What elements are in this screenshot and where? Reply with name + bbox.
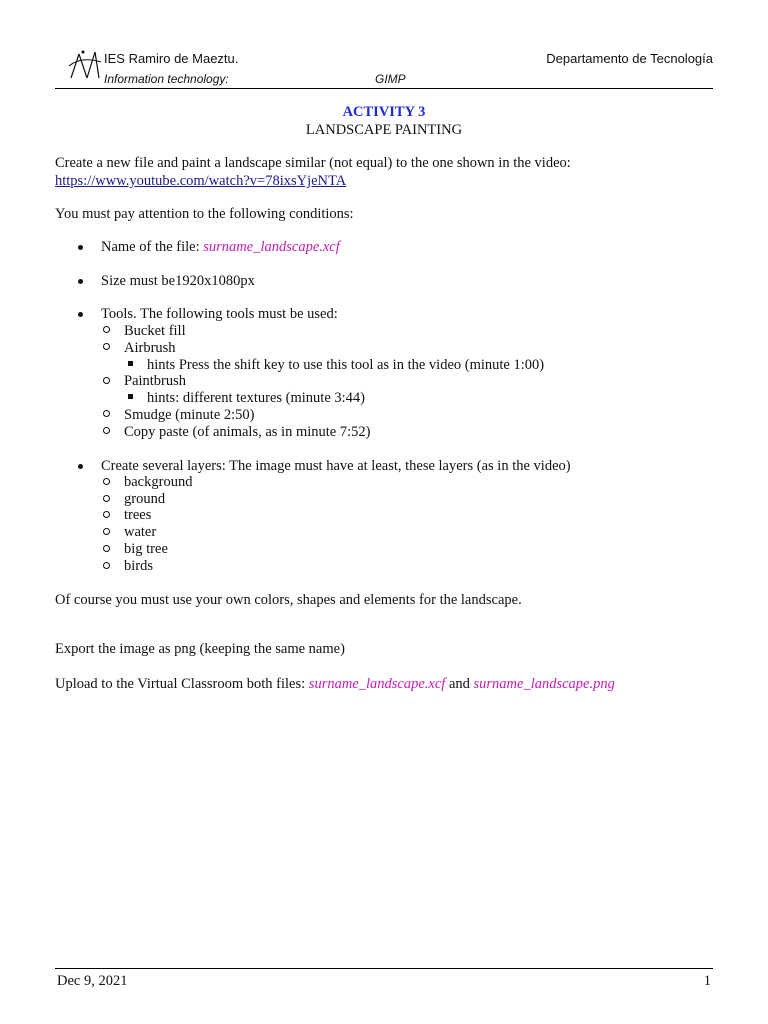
bullet-dot: [78, 464, 83, 469]
tool-item: Copy paste (of animals, as in minute 7:52): [124, 424, 371, 440]
condition-tools: Tools. The following tools must be used:: [101, 306, 338, 322]
tool-item: Smudge (minute 2:50): [124, 407, 255, 423]
sub-bullet-circle: [103, 343, 110, 350]
layer-item: water: [124, 524, 157, 540]
layer-item: trees: [124, 507, 152, 523]
own-style-note: Of course you must use your own colors, shapes and elements for the landscape.: [55, 592, 522, 608]
condition-file-name: [101, 239, 340, 256]
layer-item: ground: [124, 491, 166, 507]
video-link[interactable]: https://www.youtube.com/watch?v=78ixsYjeNTA: [55, 173, 347, 189]
upload-file-png: surname_landscape.png: [473, 676, 615, 692]
tool-item: Bucket fill: [124, 323, 186, 339]
condition-layers: Create several layers: The image must have at least, these layers (as in the video): [101, 458, 571, 474]
page-number: 1: [703, 973, 711, 989]
sub-bullet-circle: [103, 326, 110, 333]
sub-bullet-circle: [103, 478, 110, 485]
layer-item: birds: [124, 558, 153, 574]
subject-label: Information technology:: [104, 72, 229, 86]
intro-text: Create a new file and paint a landscape similar (not equal) to the one shown in the video:: [55, 155, 571, 171]
paintbrush-hint: hints: different textures (minute 3:44): [147, 390, 365, 406]
sub-bullet-circle: [103, 410, 110, 417]
bullet-dot: [78, 245, 83, 250]
layer-item: big tree: [124, 541, 168, 557]
school-name: IES Ramiro de Maeztu.: [104, 51, 239, 66]
sub-bullet-circle: [103, 511, 110, 518]
sub-sub-bullet-square: [128, 394, 133, 399]
file-name-value: surname_landscape.xcf: [203, 239, 340, 255]
sub-bullet-circle: [103, 545, 110, 552]
upload-instruction: [55, 676, 615, 693]
sub-sub-bullet-square: [128, 361, 133, 366]
page-header: [55, 46, 713, 89]
tool-item: Airbrush: [124, 340, 176, 356]
sub-bullet-circle: [103, 377, 110, 384]
bullet-dot: [78, 279, 83, 284]
upload-and: and: [445, 676, 474, 692]
page-footer: [55, 968, 713, 989]
course-label: GIMP: [375, 72, 406, 86]
footer-date: Dec 9, 2021: [57, 973, 128, 989]
bullet-dot: [78, 312, 83, 317]
airbrush-hint: hints Press the shift key to use this tool as in the video (minute 1:00): [147, 357, 545, 373]
condition-size: Size must be1920x1080px: [101, 273, 255, 289]
activity-subtitle: LANDSCAPE PAINTING: [305, 122, 463, 138]
upload-label: Upload to the Virtual Classroom both files:: [55, 676, 309, 692]
department-name: Departamento de Tecnología: [546, 51, 713, 66]
activity-title: ACTIVITY 3: [342, 104, 426, 120]
upload-file-xcf: surname_landscape.xcf: [308, 676, 446, 692]
sub-bullet-circle: [103, 528, 110, 535]
tool-item: Paintbrush: [124, 373, 187, 389]
file-name-label: Name of the file:: [101, 239, 204, 255]
sub-bullet-circle: [103, 562, 110, 569]
school-logo: [65, 48, 105, 84]
layer-item: background: [124, 474, 193, 490]
sub-bullet-circle: [103, 495, 110, 502]
conditions-intro: You must pay attention to the following conditions:: [55, 206, 354, 222]
sub-bullet-circle: [103, 427, 110, 434]
export-instruction: Export the image as png (keeping the same name): [55, 641, 345, 657]
